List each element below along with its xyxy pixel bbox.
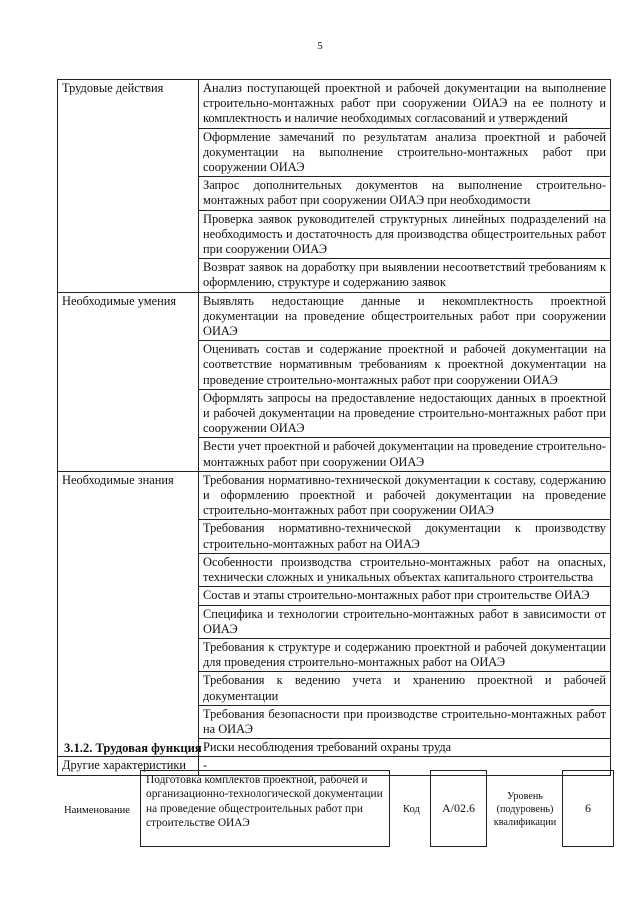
skill-item: Оформлять запросы на предоставление недостающих данных в проектной и рабочей документации на проведение строительно-монтажных работ при сооружении ОИАЭ xyxy=(199,389,611,438)
table-row xyxy=(58,80,611,129)
qualification-level-label: Уровень (подуровень) квалификации xyxy=(493,791,557,828)
knowledge-item: Требования нормативно-технической документации к составу, содержанию и оформлению проектной и рабочей документации на проведение строительно-монтажных работ при сооружении ОИАЭ xyxy=(199,471,611,520)
code-label: Код xyxy=(403,804,420,815)
labor-action-item: Возврат заявок на доработку при выявлении несоответствий требованиям к оформлению, структуре и содержанию заявок xyxy=(199,259,611,292)
labor-action-item: Оформление замечаний по результатам анализа проектной и рабочей документации на выполнение строительно-монтажных работ при сооружении ОИАЭ xyxy=(199,128,611,177)
labor-action-item: Запрос дополнительных документов на выполнение строительно-монтажных работ при сооружении ОИАЭ при необходимости xyxy=(199,177,611,210)
knowledge-item: Состав и этапы строительно-монтажных работ при строительстве ОИАЭ xyxy=(199,587,611,605)
function-code-box xyxy=(430,770,487,847)
knowledge-item: Требования нормативно-технической документации к производству строительно-монтажных работ на ОИАЭ xyxy=(199,520,611,553)
knowledge-item: Особенности производства строительно-монтажных работ на опасных, технически сложных и уникальных объектах капитального строительства xyxy=(199,553,611,586)
labor-action-item: Проверка заявок руководителей структурных линейных подразделений на необходимость и достаточность для производства общестроительных работ при сооружении ОИАЭ xyxy=(199,210,611,259)
knowledge-item: Требования к структуре и содержанию проектной и рабочей документации для проведения строительно-монтажных работ на ОИАЭ xyxy=(199,638,611,671)
other-characteristics-value: - xyxy=(199,757,611,775)
table-row xyxy=(58,471,611,520)
knowledge-item: Специфика и технологии строительно-монтажных работ в зависимости от ОИАЭ xyxy=(199,605,611,638)
skill-item: Выявлять недостающие данные и некомплектность проектной документации на проведение общестроительных работ при сооружении ОИАЭ xyxy=(199,292,611,341)
function-name-box: Подготовка комплектов проектной, рабочей и организационно-технологической документации на проведение общестроительных работ при строительстве ОИАЭ xyxy=(140,770,390,847)
knowledge-item: Риски несоблюдения требований охраны труда xyxy=(199,739,611,757)
row-label-other-characteristics: Другие характеристики xyxy=(58,757,199,775)
qualification-level-value: 6 xyxy=(585,801,591,815)
function-code-value: А/02.6 xyxy=(442,801,475,815)
qualification-level-box xyxy=(562,770,614,847)
labor-function-table xyxy=(57,79,611,776)
section-heading: 3.1.2. Трудовая функция xyxy=(64,741,202,755)
skill-item: Вести учет проектной и рабочей документации на проведение строительно-монтажных работ при сооружении ОИАЭ xyxy=(199,438,611,471)
row-label-required-knowledge: Необходимые знания xyxy=(58,471,199,756)
knowledge-item: Требования к ведению учета и хранению проектной и рабочей документации xyxy=(199,672,611,705)
table-row xyxy=(58,292,611,341)
name-label: Наименование xyxy=(64,805,130,816)
knowledge-item: Требования безопасности при производстве строительно-монтажных работ на ОИАЭ xyxy=(199,705,611,738)
labor-action-item: Анализ поступающей проектной и рабочей документации на выполнение строительно-монтажных работ при сооружении ОИАЭ на ее полноту и комплектность и наличие необходимых согласований и утверждений xyxy=(199,80,611,129)
row-label-required-skills: Необходимые умения xyxy=(58,292,199,471)
page-number: 5 xyxy=(317,40,323,52)
skill-item: Оценивать состав и содержание проектной и рабочей документации на соответствие нормативным требованиям к проектной документации на проведение строительно-монтажных работ при сооружении ОИАЭ xyxy=(199,341,611,390)
row-label-labor-actions: Трудовые действия xyxy=(58,80,199,293)
